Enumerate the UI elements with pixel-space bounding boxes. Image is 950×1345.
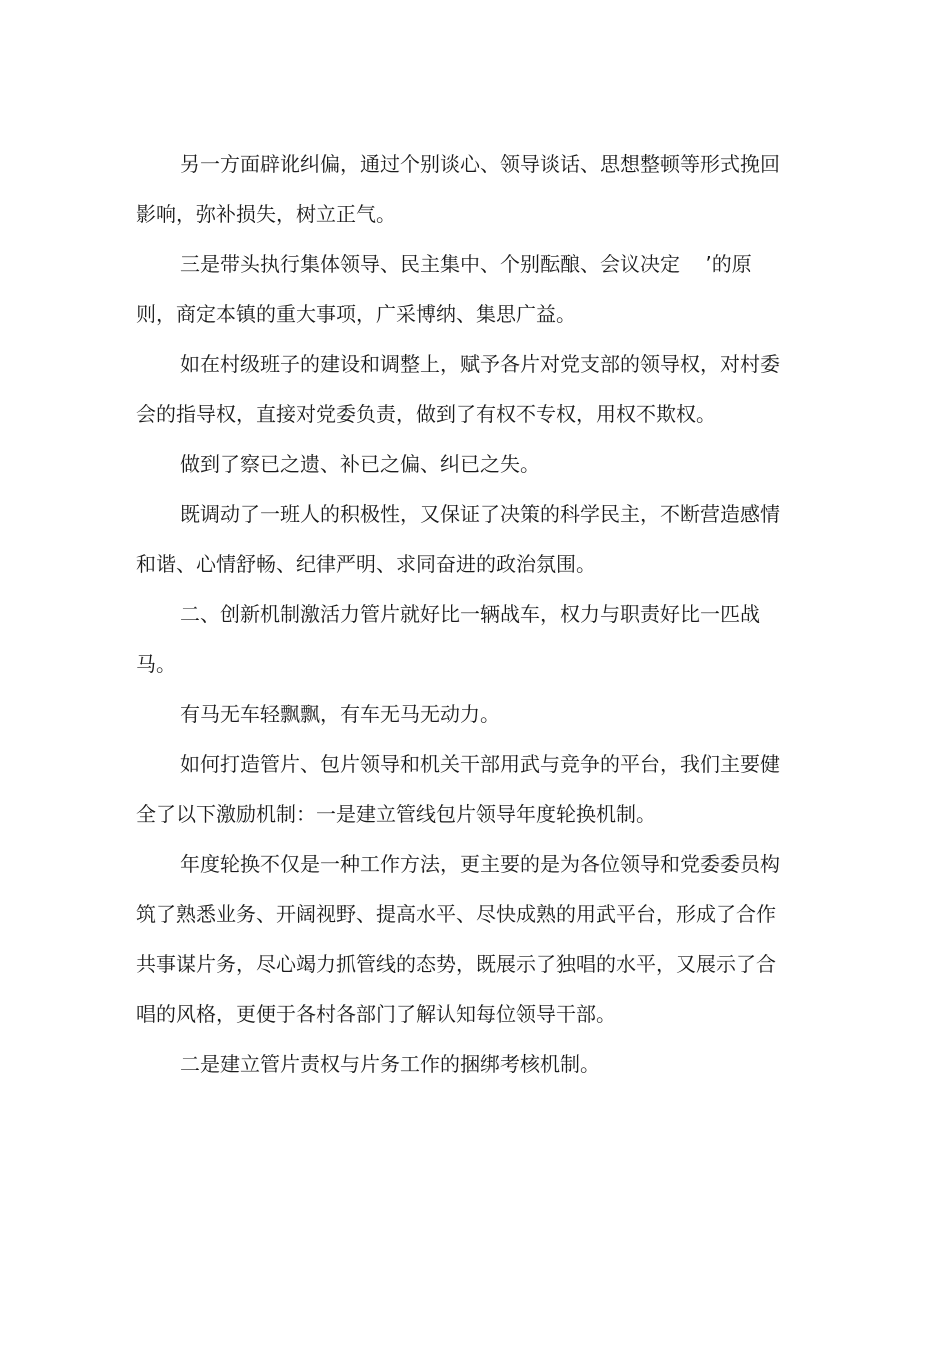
paragraph: 如何打造管片、包片领导和机关干部用武与竞争的平台，我们主要健全了以下激励机制：一是建立管线包片领导年度轮换机制。	[136, 752, 780, 826]
paragraph: 三是带头执行集体领导、民主集中、个别酝酿、会议决定 ’的原则，商定本镇的重大事项，广采博纳、集思广益。	[136, 252, 752, 326]
document-body	[136, 139, 786, 1089]
paragraph: 年度轮换不仅是一种工作方法，更主要的是为各位领导和党委委员构筑了熟悉业务、开阔视野、提高水平、尽快成熟的用武平台，形成了合作共事谋片务，尽心竭力抓管线的态势，既展示了独唱的水平，又展示了合唱的风格，更便于各村各部门了解认知每位领导干部。	[136, 852, 780, 1026]
paragraph: 另一方面辟讹纠偏，通过个别谈心、领导谈话、思想整顿等形式挽回影响，弥补损失，树立正气。	[136, 152, 780, 226]
paragraph: 二、创新机制激活力管片就好比一辆战车，权力与职责好比一匹战马。	[136, 602, 760, 676]
paragraph: 二是建立管片责权与片务工作的捆绑考核机制。	[180, 1052, 600, 1076]
paragraph: 有马无车轻飘飘，有车无马无动力。	[180, 702, 500, 726]
paragraph: 如在村级班子的建设和调整上，赋予各片对党支部的领导权，对村委会的指导权，直接对党委负责，做到了有权不专权，用权不欺权。	[136, 352, 780, 426]
paragraph: 既调动了一班人的积极性，又保证了决策的科学民主，不断营造感情和谐、心情舒畅、纪律严明、求同奋进的政治氛围。	[136, 502, 780, 576]
paragraph: 做到了察已之遗、补已之偏、纠已之失。	[180, 452, 540, 476]
